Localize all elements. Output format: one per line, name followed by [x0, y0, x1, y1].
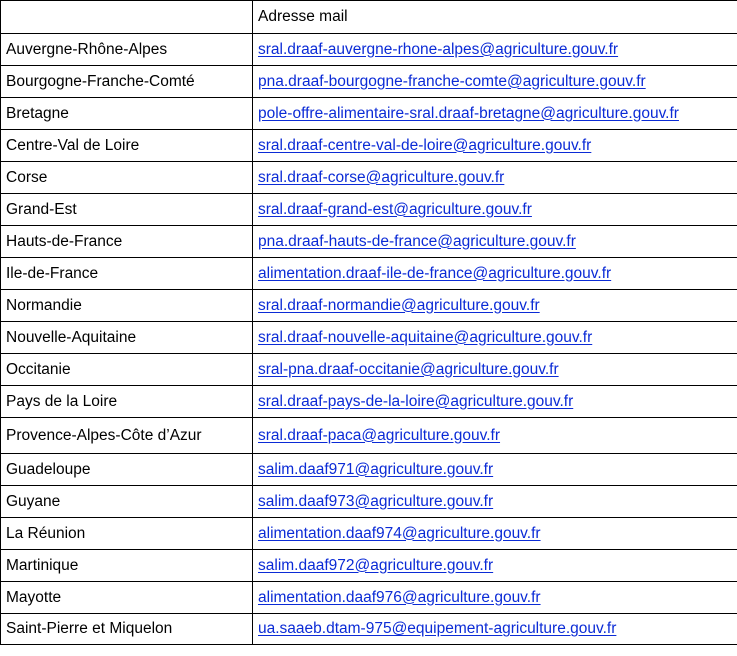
- email-cell: [253, 162, 737, 194]
- region-cell: Centre-Val de Loire: [1, 130, 253, 162]
- region-cell: Guadeloupe: [1, 454, 253, 486]
- email-cell: [253, 34, 737, 66]
- email-link[interactable]: sral.draaf-centre-val-de-loire@agriculture.gouv.fr: [258, 136, 592, 154]
- email-cell: [253, 258, 737, 290]
- email-link[interactable]: sral.draaf-normandie@agriculture.gouv.fr: [258, 296, 540, 314]
- region-cell: Grand-Est: [1, 194, 253, 226]
- table-row: [1, 290, 737, 322]
- email-link[interactable]: sral.draaf-auvergne-rhone-alpes@agriculture.gouv.fr: [258, 40, 619, 58]
- table-row: [1, 322, 737, 354]
- region-cell: Pays de la Loire: [1, 386, 253, 418]
- email-cell: [253, 290, 737, 322]
- region-cell: Auvergne-Rhône-Alpes: [1, 34, 253, 66]
- email-link[interactable]: ua.saaeb.dtam-975@equipement-agriculture.gouv.fr: [258, 620, 617, 637]
- table-row: [1, 418, 737, 454]
- email-link[interactable]: salim.daaf971@agriculture.gouv.fr: [258, 460, 494, 478]
- email-cell: [253, 386, 737, 418]
- region-cell: Ile-de-France: [1, 258, 253, 290]
- email-cell: [253, 454, 737, 486]
- email-cell: [253, 582, 737, 614]
- table-row: [1, 386, 737, 418]
- region-cell: Mayotte: [1, 582, 253, 614]
- region-cell: Bretagne: [1, 98, 253, 130]
- region-cell: Normandie: [1, 290, 253, 322]
- table-row: [1, 354, 737, 386]
- header-email: Adresse mail: [253, 1, 737, 34]
- table-row: [1, 130, 737, 162]
- table-row: [1, 226, 737, 258]
- table-row: [1, 34, 737, 66]
- email-cell: [253, 418, 737, 454]
- table-row: [1, 614, 737, 645]
- email-link[interactable]: sral-pna.draaf-occitanie@agriculture.gouv.fr: [258, 360, 559, 378]
- header-region: [1, 1, 253, 34]
- email-cell: [253, 322, 737, 354]
- table-row: [1, 258, 737, 290]
- table-row: [1, 550, 737, 582]
- region-cell: Saint-Pierre et Miquelon: [1, 614, 253, 645]
- email-link[interactable]: pna.draaf-hauts-de-france@agriculture.gouv.fr: [258, 232, 576, 250]
- email-link[interactable]: sral.draaf-grand-est@agriculture.gouv.fr: [258, 200, 532, 218]
- email-cell: [253, 550, 737, 582]
- email-cell: [253, 98, 737, 130]
- email-link[interactable]: sral.draaf-corse@agriculture.gouv.fr: [258, 168, 505, 186]
- email-cell: [253, 486, 737, 518]
- table-row: [1, 66, 737, 98]
- region-cell: Provence-Alpes-Côte d’Azur: [1, 418, 253, 454]
- region-cell: La Réunion: [1, 518, 253, 550]
- email-link[interactable]: sral.draaf-pays-de-la-loire@agriculture.gouv.fr: [258, 392, 574, 410]
- table-header-row: [1, 1, 737, 34]
- table-body: [1, 1, 737, 645]
- region-cell: Martinique: [1, 550, 253, 582]
- table-row: [1, 518, 737, 550]
- email-link[interactable]: sral.draaf-paca@agriculture.gouv.fr: [258, 426, 501, 444]
- region-cell: Occitanie: [1, 354, 253, 386]
- region-cell: Corse: [1, 162, 253, 194]
- table-row: [1, 486, 737, 518]
- table-row: [1, 194, 737, 226]
- email-link[interactable]: sral.draaf-nouvelle-aquitaine@agriculture.gouv.fr: [258, 328, 593, 346]
- table-row: [1, 162, 737, 194]
- email-cell: [253, 194, 737, 226]
- region-cell: Hauts-de-France: [1, 226, 253, 258]
- email-link[interactable]: salim.daaf972@agriculture.gouv.fr: [258, 556, 494, 574]
- region-cell: Nouvelle-Aquitaine: [1, 322, 253, 354]
- email-link[interactable]: alimentation.daaf974@agriculture.gouv.fr: [258, 524, 541, 542]
- email-cell: [253, 226, 737, 258]
- table-row: [1, 582, 737, 614]
- region-cell: Guyane: [1, 486, 253, 518]
- email-link[interactable]: pole-offre-alimentaire-sral.draaf-bretagne@agriculture.gouv.fr: [258, 104, 679, 122]
- table-row: [1, 98, 737, 130]
- email-cell: [253, 354, 737, 386]
- table-row: [1, 454, 737, 486]
- email-cell: [253, 518, 737, 550]
- email-link[interactable]: pna.draaf-bourgogne-franche-comte@agriculture.gouv.fr: [258, 72, 646, 90]
- email-cell: [253, 130, 737, 162]
- email-cell: [253, 614, 737, 645]
- email-cell: [253, 66, 737, 98]
- email-link[interactable]: salim.daaf973@agriculture.gouv.fr: [258, 492, 494, 510]
- email-link[interactable]: alimentation.daaf976@agriculture.gouv.fr: [258, 588, 541, 606]
- region-cell: Bourgogne-Franche-Comté: [1, 66, 253, 98]
- email-link[interactable]: alimentation.draaf-ile-de-france@agriculture.gouv.fr: [258, 264, 612, 282]
